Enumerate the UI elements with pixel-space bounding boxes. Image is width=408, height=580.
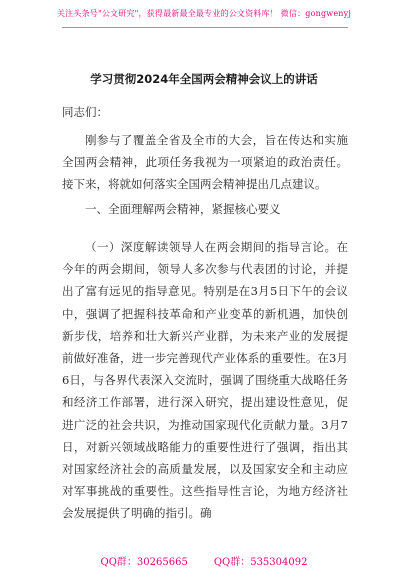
footer-qq-group-2: QQ群：535304092 [213,557,308,568]
footer-contacts [0,553,408,568]
intro-paragraph: 刚参与了覆盖全省及全市的大会，旨在传达和实施全国两会精神，此项任务我视为一项紧迫的政治责任。接下来，将就如何落实全国两会精神提出几点建议。 [62,133,348,192]
salutation: 同志们： [62,105,108,119]
body-paragraph: （一）深度解读领导人在两会期间的指导言论。在今年的两会期间，领导人多次参与代表团的讨论，并提出了富有远见的指导意见。特别是在3月5日下午的会议中，强调了把握科技革命和产业变革的新机遇，加快创新步伐，培养和壮大新兴产业群，为未来产业的发展提前做好准备，进一步完善现代产业体系的重要性。在3月6日，与各界代表深入交流时，强调了围绕重大战略任务和经济工作部署，进行深入研究，提出建设性意见，促进广泛的社会共识，为推动国家现代化贡献力量。3月7日，对新兴领域战略能力的重要性进行了强调，指出其对国家经济社会的高质量发展，以及国家安全和主动应对军事挑战的重要性。这些指导性言论，为地方经济社会发展提供了明确的指引。确 [62,240,348,521]
header-divider [62,27,348,28]
footer-qq-group-1: QQ群：30265665 [100,557,188,568]
header-note: 关注头条号"公文研究"，获得最新最全最专业的公文资料库！ 微信：gongwenyj [56,9,352,18]
section-heading: 一、全面理解两会精神，紧握核心要义 [85,202,281,216]
document-title: 学习贯彻2024年全国两会精神会议上的讲话 [90,72,318,86]
